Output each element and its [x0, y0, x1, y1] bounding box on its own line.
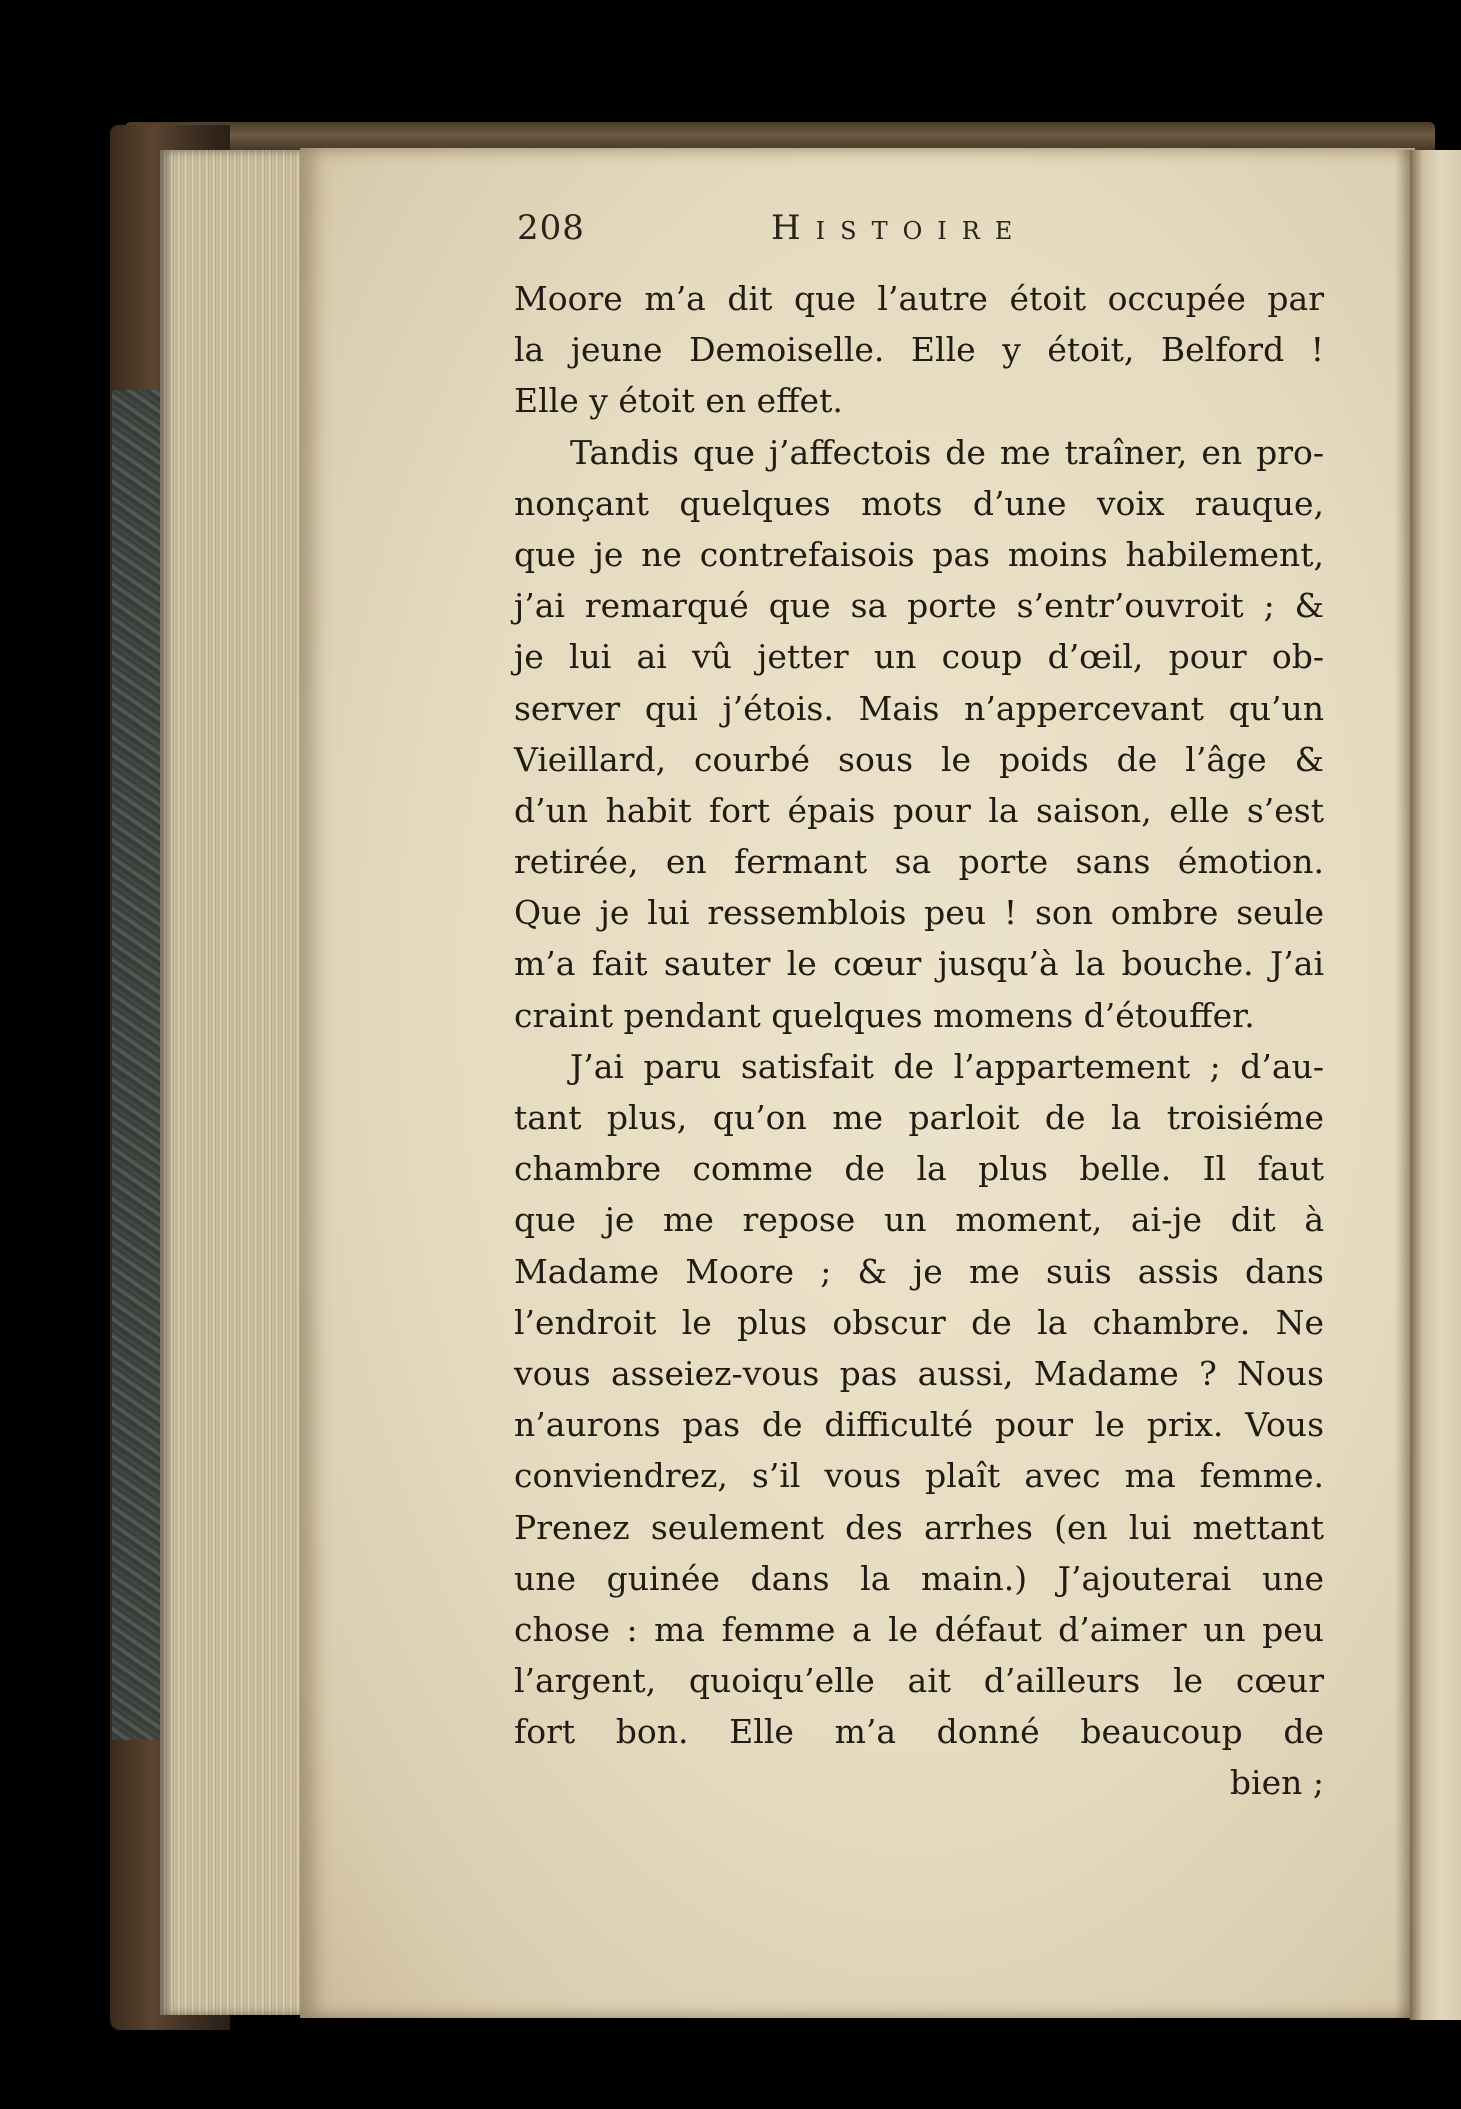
page-edges — [160, 150, 320, 2015]
text-line: m’a fait sauter le cœur jusqu’à la bouche. J’ai — [514, 944, 1324, 984]
text-line: retirée, en fermant sa porte sans émotion. — [514, 842, 1324, 882]
text-line: Prenez seulement des arrhes (en lui mettant — [514, 1507, 1324, 1547]
page-number: 208 — [517, 208, 585, 248]
facing-page-edge — [1410, 150, 1461, 2020]
text-line: d’un habit fort épais pour la saison, elle s’est — [514, 790, 1324, 830]
text-line: fort bon. Elle m’a donné beaucoup de — [514, 1712, 1324, 1752]
text-line: Vieillard, courbé sous le poids de l’âge & — [514, 739, 1324, 779]
text-line: la jeune Demoiselle. Elle y étoit, Belford ! — [514, 330, 1324, 370]
text-line: Elle y étoit en effet. — [514, 381, 843, 421]
text-line: Tandis que j’affectois de me traîner, en pro- — [570, 432, 1324, 472]
text-line: chambre comme de la plus belle. Il faut — [514, 1149, 1324, 1189]
text-line: Que je lui ressemblois peu ! son ombre seule — [514, 893, 1324, 933]
text-line: l’endroit le plus obscur de la chambre. Ne — [514, 1302, 1324, 1342]
body-text — [514, 273, 1324, 1809]
page-header — [517, 200, 1377, 260]
text-line: Madame Moore ; & je me suis assis dans — [514, 1251, 1324, 1291]
text-line: que je me repose un moment, ai-je dit à — [514, 1200, 1324, 1240]
text-line: j’ai remarqué que sa porte s’entr’ouvroit ; & — [514, 586, 1324, 626]
text-line: l’argent, quoiqu’elle ait d’ailleurs le cœur — [514, 1661, 1324, 1701]
text-line: n’aurons pas de difficulté pour le prix. Vous — [514, 1405, 1324, 1445]
text-line: conviendrez, s’il vous plaît avec ma femme. — [514, 1456, 1324, 1496]
marbled-cover-board — [112, 390, 167, 1740]
text-line: Moore m’a dit que l’autre étoit occupée par — [514, 279, 1324, 318]
text-line: vous asseiez-vous pas aussi, Madame ? Nous — [514, 1353, 1324, 1393]
catchword: bien ; — [1229, 1763, 1324, 1803]
text-line: je lui ai vû jetter un coup d’œil, pour ob- — [514, 637, 1324, 677]
text-line: tant plus, qu’on me parloit de la troisiéme — [514, 1098, 1324, 1137]
text-line: chose : ma femme a le défaut d’aimer un peu — [514, 1609, 1324, 1649]
running-title: Histoire — [771, 208, 1028, 248]
text-line: nonçant quelques mots d’une voix rauque, — [514, 483, 1324, 523]
text-line: que je ne contrefaisois pas moins habilement, — [514, 534, 1324, 574]
text-line: une guinée dans la main.) J’ajouterai une — [514, 1558, 1324, 1598]
text-line: server qui j’étois. Mais n’appercevant qu’un — [514, 688, 1324, 728]
text-line: J’ai paru satisfait de l’appartement ; d’au- — [570, 1046, 1324, 1086]
text-line: craint pendant quelques momens d’étouffer. — [514, 995, 1255, 1035]
